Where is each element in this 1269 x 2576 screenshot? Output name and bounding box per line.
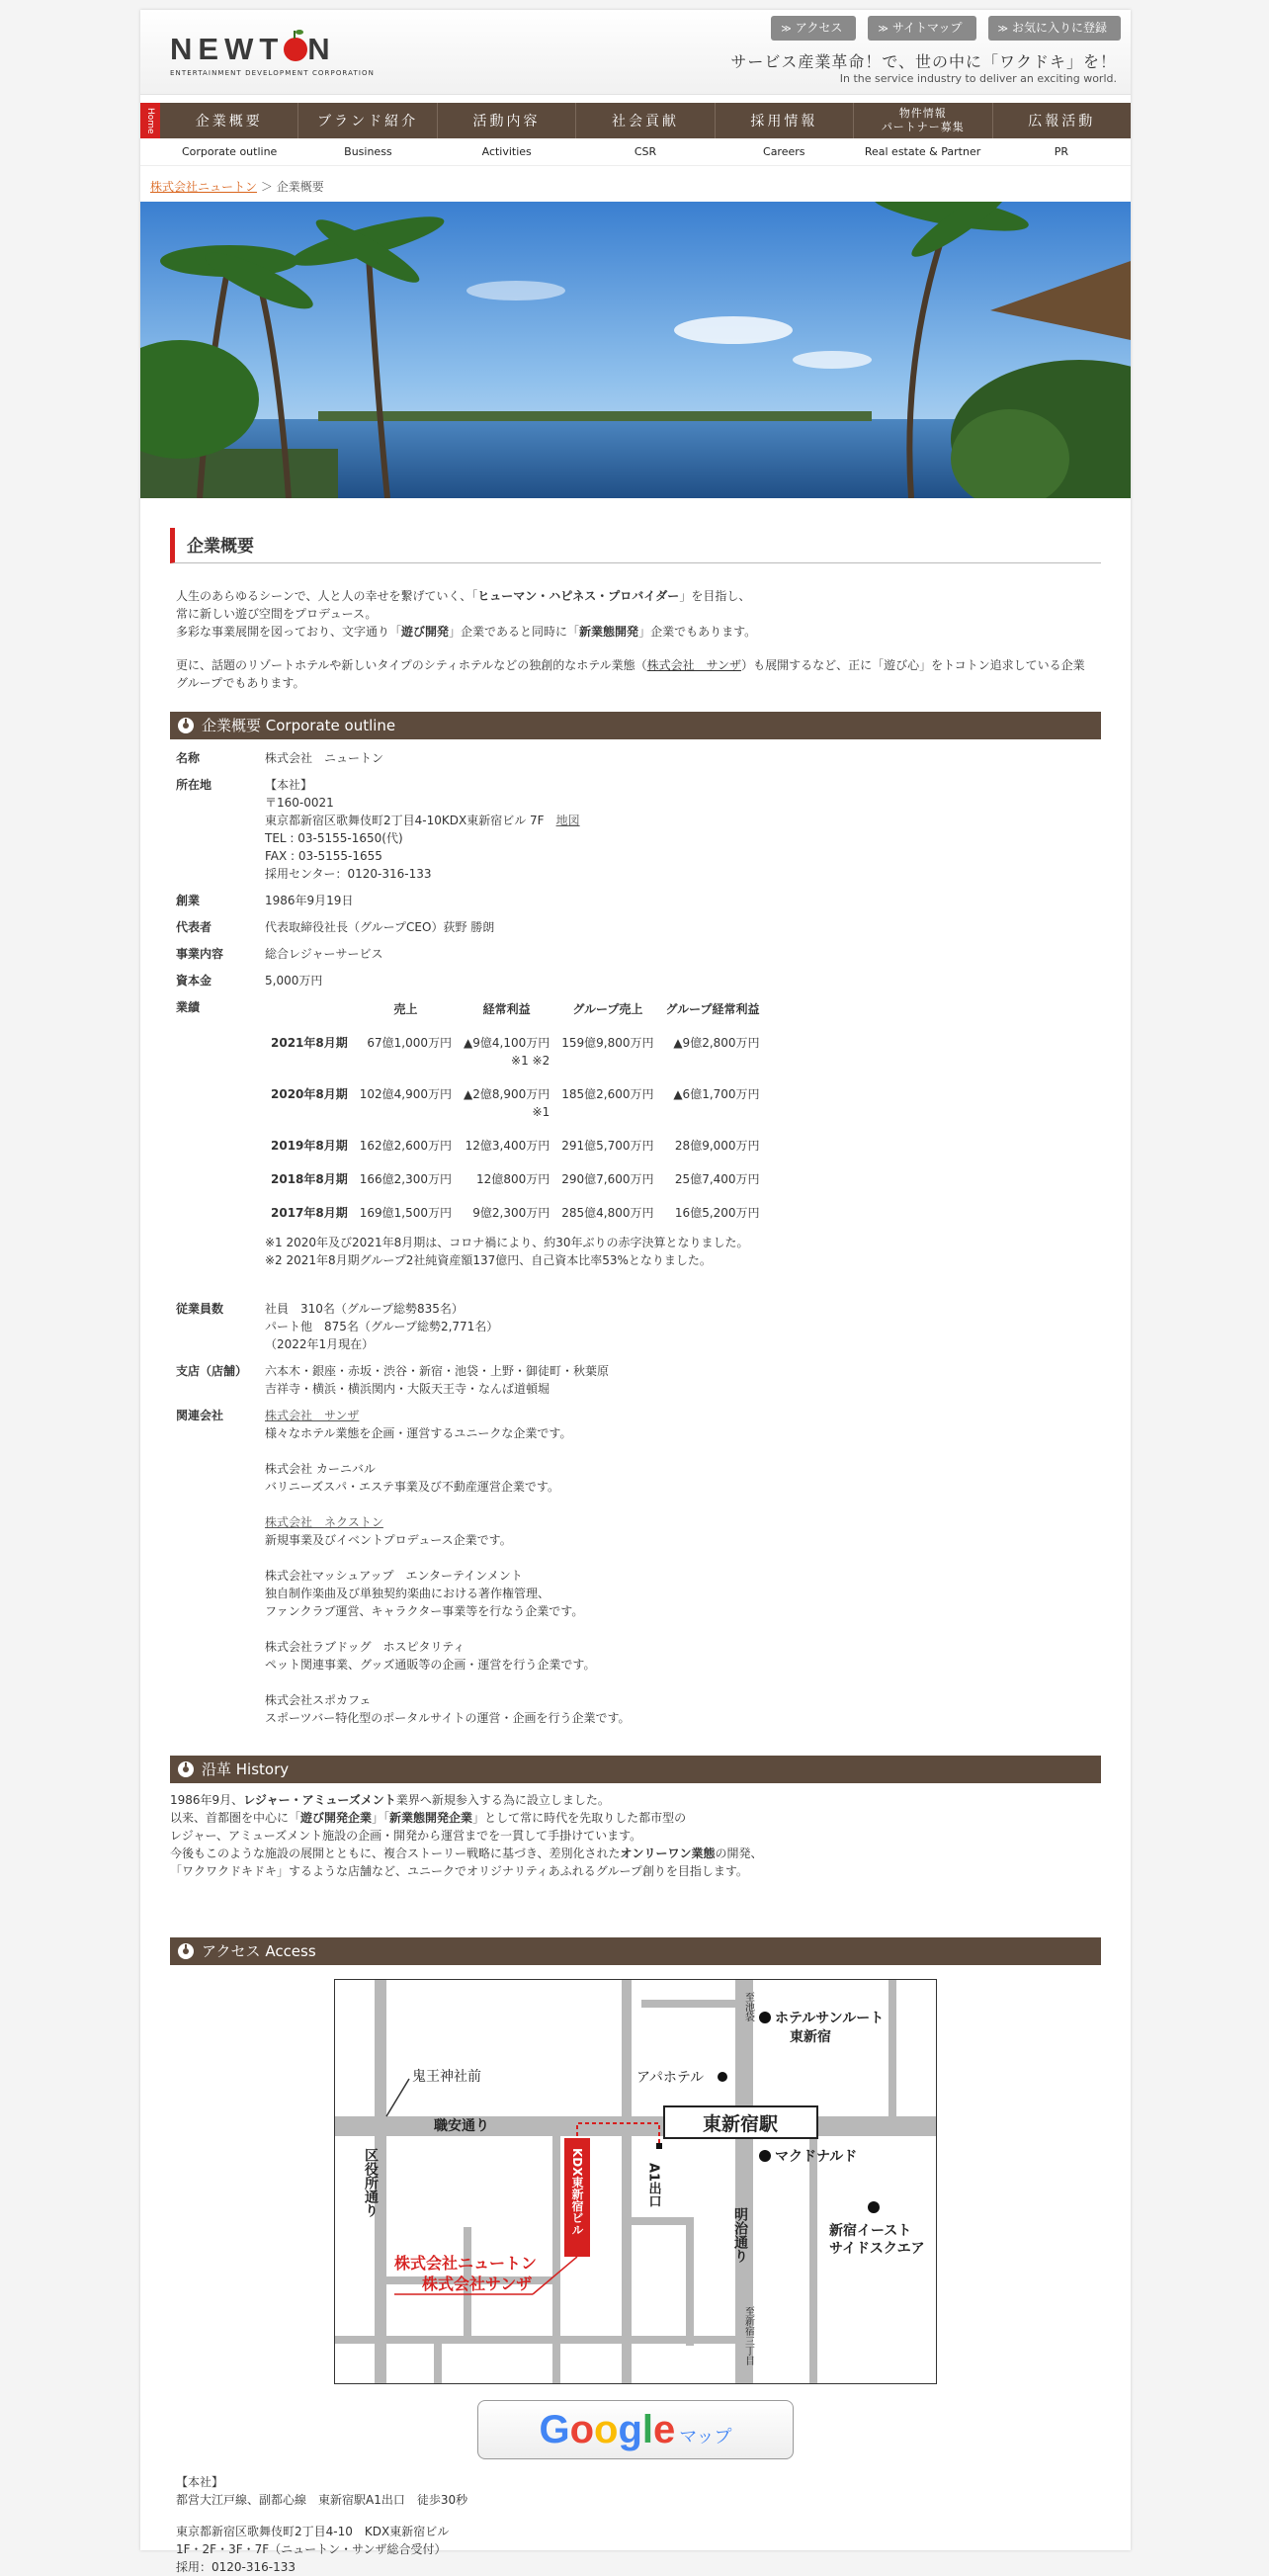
intro-text: 人生のあらゆるシーンで、人と人の幸せを繋げていく、「ヒューマン・ハピネス・プロバイダー」を目指し、 常に新しい遊び空間をプロデュース。 多彩な事業展開を図っており、文字通り「遊び開発」企業であると同時に「新業態開発」企業でもあります。 更に、話題のリゾートホテルや新しいタイプのシティホテルなどの独創的なホテル業態（株式会社 サンザ）も展開するなど、正に「遊び心」をトコトン追求している企業グループでもあります。 <box>176 589 1085 690</box>
apple-icon <box>284 38 307 61</box>
page <box>140 10 1131 2574</box>
logo-subtitle: ENTERTAINMENT DEVELOPMENT CORPORATION <box>170 69 375 77</box>
map-exit: A1出口 <box>645 2163 661 2208</box>
map-label-shrine: 鬼王神社前 <box>412 2069 481 2085</box>
map-label-sunroute: ホテルサンルート <box>775 2011 885 2026</box>
nav-item-activities[interactable]: 活動内容 <box>438 103 576 138</box>
breadcrumb-home-link[interactable]: 株式会社ニュートン <box>150 180 258 194</box>
map-label-shokuan: 職安通り <box>434 2118 489 2134</box>
subnav-business[interactable]: Business <box>344 145 392 158</box>
nav-item-realestate[interactable]: 物件情報 パートナー募集 <box>854 103 992 138</box>
double-chevron-icon: ≫ <box>997 24 1008 35</box>
access-header: アクセス Access <box>170 1937 1101 1965</box>
catchphrase: サービス産業革命！で、世の中に「ワクドキ」を！ <box>730 52 1117 71</box>
nav-item-brand[interactable]: ブランド紹介 <box>298 103 437 138</box>
map-label-kuyakusho: 区役所通り <box>363 2148 379 2217</box>
related-sanza-link[interactable]: 株式会社 サンザ <box>265 1409 360 1422</box>
perf-row: 2019年8月期 162億2,600万円 12億3,400万円 291億5,700万円 28億9,000万円 <box>271 1139 760 1153</box>
svg-text:至池袋: 至池袋 <box>742 1992 754 2021</box>
map-building: KDX東新宿ビル <box>570 2148 584 2236</box>
global-nav <box>140 103 1131 138</box>
map-illustration <box>335 1980 937 2384</box>
site-header <box>140 10 1131 95</box>
breadcrumb: 株式会社ニュートン ＞ 企業概要 <box>150 180 324 194</box>
history-text: 1986年9月、レジャー・アミューズメント業界へ新規参入する為に設立しました。 以来、首都圏を中心に「遊び開発企業」「新業態開発企業」として常に時代を先取りした都市型の レジャー、アミューズメント施設の企画・開発から運営までを一貫して手掛けています。 今後もこのような施設の展開とともに、複合ストーリー戦略に基づき、差別化されたオンリーワン業態の開発、 「ワクワクドキドキ」するような店舗など、ユニークでオリジナリティあふれるグループ創りを目指します。 <box>170 1793 763 1878</box>
nav-home[interactable]: Home <box>140 103 160 138</box>
map-link[interactable]: 地図 <box>555 814 580 827</box>
svg-text:サイドスクエア: サイドスクエア <box>829 2241 925 2257</box>
double-chevron-icon: ≫ <box>878 24 888 35</box>
subnav-realestate[interactable]: Real estate & Partner <box>864 145 981 158</box>
top-links <box>771 16 1121 41</box>
table-row: 創業 1986年9月19日 <box>176 894 354 907</box>
map-label-mcdonalds: マクドナルド <box>775 2149 858 2165</box>
map-label-meiji: 明治通り <box>732 2207 748 2263</box>
subnav-careers[interactable]: Careers <box>763 145 805 158</box>
main-content <box>140 528 1131 2576</box>
svg-text:至新宿三丁目: 至新宿三丁目 <box>742 2306 754 2365</box>
table-row: 関連会社 株式会社 サンザ 様々なホテル業態を企画・運営するユニークな企業です。 株式会社 カーニバル バリニーズスパ・エステ事業及び不動産運営企業です。 株式会社 ネクストン 新規事業及びイベントプロデュース企業です。 株式会社マッシュアップ エンターテインメント 独自制作楽曲及び単独契約楽曲における著作権管理、 ファンクラブ運営、キャラクター事業等を行なう企業です。 株式会社ラブドッグ ホスピタリティ ペット関連事業、グッズ通販等の企画・運営を行う企業です。 株式会社スポカフェ スポーツバー特化型のポータルサイトの運営・企画を行う企業です。 <box>176 1409 631 1725</box>
history-header: 沿革 History <box>170 1756 1101 1783</box>
apple-icon <box>178 718 194 733</box>
perf-note: ※1 2020年及び2021年8月期は、コロナ禍により、約30年ぶりの赤字決算となりました。 ※2 2021年8月期グループ2社純資産額137億円、自己資本比率53%となりました。 <box>265 1236 749 1267</box>
bookmark-link[interactable]: ≫ お気に入りに登録 <box>988 16 1121 41</box>
page-title: 企業概要 <box>170 528 1101 563</box>
subnav-pr[interactable]: PR <box>1054 145 1068 158</box>
perf-row: 2020年8月期 102億4,900万円 ▲2億8,900万円 ※1 185億2,600万円 ▲6億1,700万円 <box>271 1087 760 1119</box>
nav-item-careers[interactable]: 採用情報 <box>716 103 854 138</box>
map-company-newton: 株式会社ニュートン <box>394 2254 538 2273</box>
perf-row: 2017年8月期 169億1,500万円 9億2,300万円 285億4,800万円 16億5,200万円 <box>271 1206 760 1220</box>
nav-item-csr[interactable]: 社会貢献 <box>576 103 715 138</box>
hero-image <box>140 202 1131 498</box>
breadcrumb-current: 企業概要 <box>276 180 324 194</box>
access-link[interactable]: ≫ アクセス <box>771 16 856 41</box>
outline-table <box>170 745 1101 1732</box>
nav-item-pr[interactable]: 広報活動 <box>1028 114 1096 129</box>
outline-header: 企業概要 Corporate outline <box>170 712 1101 739</box>
map-label-apa: アパホテル <box>636 2070 705 2086</box>
table-row: 支店（店舗） 六本木・銀座・赤坂・渋谷・新宿・池袋・上野・御徒町・秋葉原 吉祥寺・横浜・横浜関内・大阪天王寺・なんば道頓堀 <box>176 1364 610 1396</box>
map-station: 東新宿駅 <box>702 2113 779 2135</box>
performance-table: 売上 経常利益 グループ売上 グループ経常利益 2021年8月期 67億1,000万円 ▲9億4,100万円 ※1 ※2 159億9,800万円 ▲9億2,800万円 2020年8月期 102億4,900万円 ▲2億8,900万円 ※1 185億2,600万円 ▲6億1,700万円 2019年8月期 162億2,600万円 12億3,400万円 291億5,700万円 28億9,000万円 2018年8月期 166億2,300万円 12億800万円 290億7,600万円 25億7,400万円 2017年8月期 169億1,500万円 9億2,300万円 285億4,800万円 16億5,200万円 <box>265 998 766 1234</box>
logo[interactable]: NEWT N ENTERTAINMENT DEVELOPMENT CORPORATION <box>170 32 375 77</box>
subnav-corporate[interactable]: Corporate outline <box>181 145 278 158</box>
nav-item-corporate[interactable]: 企業概要 <box>160 103 298 138</box>
perf-row: 2018年8月期 166億2,300万円 12億800万円 290億7,600万円 25億7,400万円 <box>271 1172 760 1186</box>
map-label-east: 新宿イースト <box>829 2223 912 2239</box>
subnav-csr[interactable]: CSR <box>634 145 657 158</box>
access-map <box>334 1979 937 2384</box>
svg-text:東新宿: 東新宿 <box>790 2029 831 2045</box>
sanza-link[interactable]: 株式会社 サンザ <box>646 658 742 672</box>
apple-icon <box>178 1943 194 1959</box>
access-text: 【本社】 都営大江戸線、副都心線 東新宿駅A1出口 徒歩30秒 東京都新宿区歌舞伎町2丁目4-10 KDX東新宿ビル 1F・2F・3F・7F（ニュートン・サンザ総合受付） 採用：0120-316-133 <box>176 2475 468 2574</box>
table-row: 事業内容 総合レジャーサービス <box>176 947 383 961</box>
table-row: 業績 売上 経常利益 グループ売上 グループ経常利益 2021年8月期 67億1,000万円 ▲9億4,100万円 ※1 ※2 159億9,800万円 ▲9億2,800万円 2020年8月期 102億4,900万円 ▲2億8,900万円 ※1 185億2,600万円 ▲6億1,700万円 2019年8月期 162億2,600万円 12億3,400万円 291億5,700万円 28億9,000万円 2018年8月期 166億2,300万円 12億800万円 290億7,600万円 25億7,400万円 2017年8月期 169億1,500万円 9億2,300万円 285億4,800万円 16億5,200万円 ※1 2020年及び2021年8月期は、コロナ禍により、約30年ぶりの赤字決算となりました。 ※2 2021年8月期グループ2社純資産額137億円、自己資本比率53%となりました。 <box>170 994 1101 1296</box>
subnav-activities[interactable]: Activities <box>481 145 532 158</box>
apple-icon <box>178 1761 194 1777</box>
beach-palm-illustration <box>140 202 1131 498</box>
perf-row: 2021年8月期 67億1,000万円 ▲9億4,100万円 ※1 ※2 159億9,800万円 ▲9億2,800万円 <box>271 1036 760 1068</box>
map-company-sanza: 株式会社サンザ <box>422 2275 533 2293</box>
catchphrase-en: In the service industry to deliver an exciting world. <box>839 72 1117 85</box>
table-row: 所在地 【本社】 〒160-0021 東京都新宿区歌舞伎町2丁目4-10KDX東新宿ビル 7F 地図 TEL : 03-5155-1650(代) FAX : 03-5155-1655 採用センター：0120-316-133 <box>176 778 580 881</box>
table-row: 資本金 5,000万円 <box>176 974 323 987</box>
table-row: 名称 株式会社 ニュートン <box>176 751 384 765</box>
sub-nav <box>140 138 1131 166</box>
table-row: 従業員数 社員 310名（グループ総勢835名） パート他 875名（グループ総勢2,771名） （2022年1月現在） <box>176 1302 499 1351</box>
related-nexton-link[interactable]: 株式会社 ネクストン <box>265 1515 383 1529</box>
table-row: 代表者 代表取締役社長（グループCEO）荻野 勝朗 <box>176 920 495 934</box>
sitemap-link[interactable]: ≫ サイトマップ <box>868 16 975 41</box>
double-chevron-icon: ≫ <box>781 24 792 35</box>
google-map-button[interactable]: Google マップ <box>477 2400 794 2459</box>
